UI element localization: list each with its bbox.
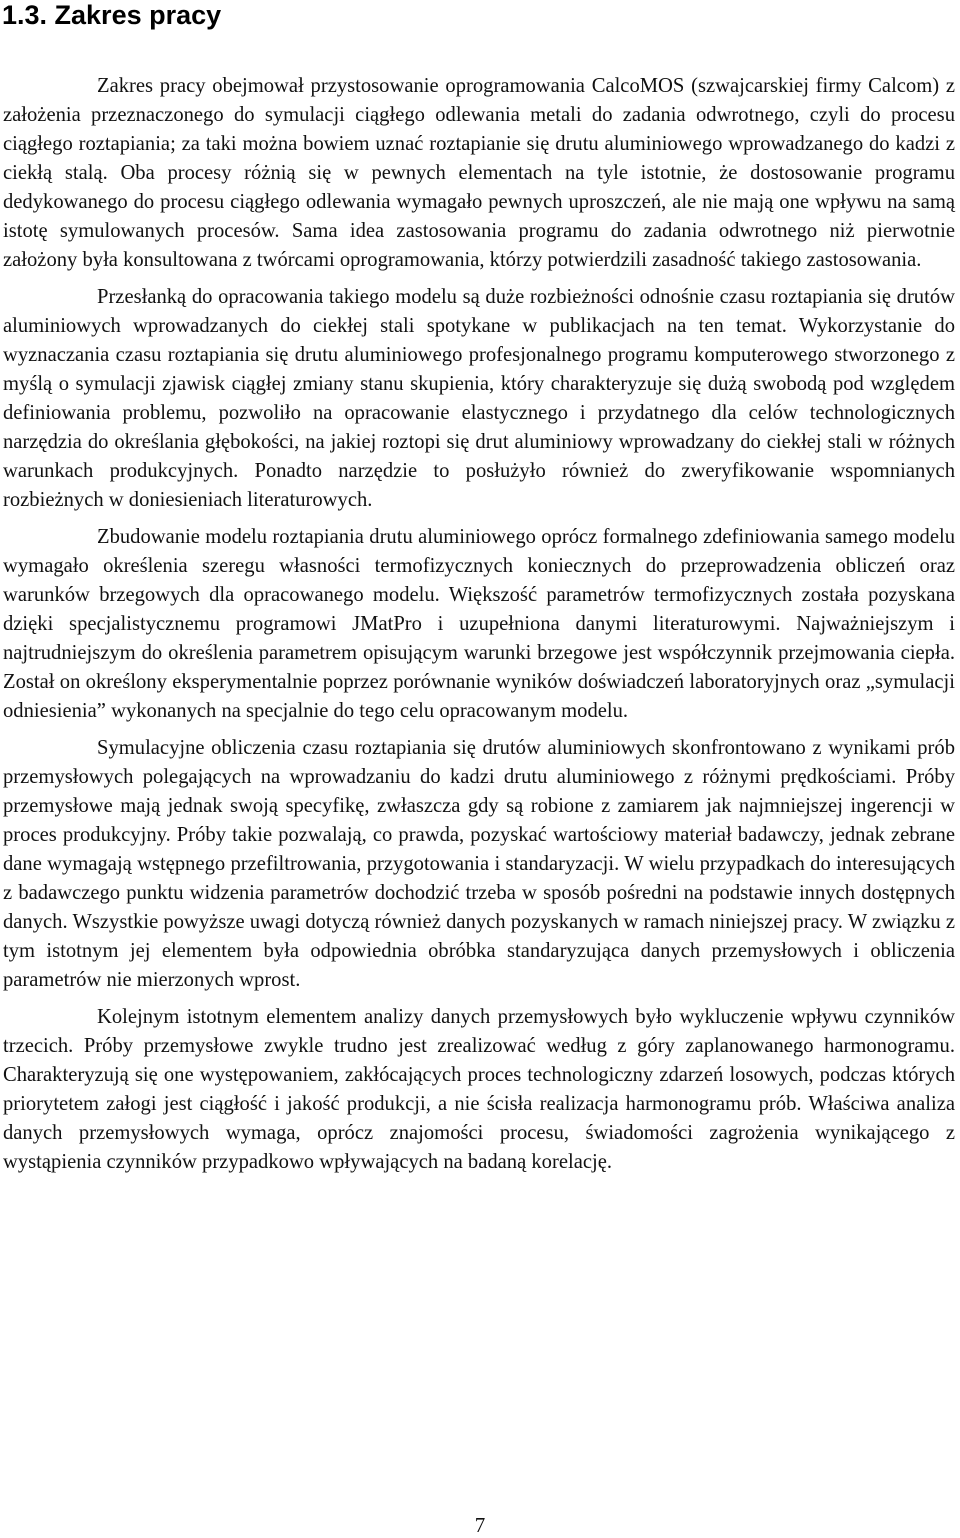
- paragraph-4: Symulacyjne obliczenia czasu roztapiania się drutów aluminiowych skonfrontowano z wynikami prób przemysłowych polegających na wprowadzaniu do kadzi drutu aluminiowego z różnymi prędkościami. Próby przemysłowe mają jednak swoją specyfikę, zwłaszcza gdy są robione z zamiarem jak najmniejszej ingerencji w proces produkcyjny. Próby takie pozwalają, co prawda, pozyskać wartościowy materiał badawczy, jednak zebrane dane wymagają wstępnego przefiltrowania, przygotowania i standaryzacji. W wielu przypadkach do interesujących z badawczego punktu widzenia parametrów dochodzić trzeba w sposób pośredni na podstawie innych dostępnych danych. Wszystkie powyższe uwagi dotyczą również danych pozyskanych w ramach niniejszej pracy. W związku z tym istotnym jej elementem była odpowiednia obróbka standaryzująca danych przemysłowych i obliczenia parametrów nie mierzonych wprost.: [3, 737, 955, 991]
- body-text: [3, 72, 955, 1185]
- page-number: 7: [474, 1513, 486, 1537]
- paragraph-3: Zbudowanie modelu roztapiania drutu aluminiowego oprócz formalnego zdefiniowania samego modelu wymagało określenia szeregu własności termofizycznych koniecznych do przeprowadzenia obliczeń oraz warunków brzegowych dla opracowanego modelu. Większość parametrów termofizycznych została pozyskana dzięki specjalistycznemu programowi JMatPro i uzupełniona danymi literaturowymi. Najważniejszym i najtrudniejszym do określenia parametrem opisującym warunki brzegowe jest współczynnik przejmowania ciepła. Został on określony eksperymentalnie poprzez porównanie wyników doświadczeń laboratoryjnych oraz „symulacji odniesienia” wykonanych na specjalnie do tego celu opracowanym modelu.: [3, 526, 955, 722]
- paragraph-2: Przesłanką do opracowania takiego modelu są duże rozbieżności odnośnie czasu roztapiania się drutów aluminiowych wprowadzanych do ciekłej stali spotykane w publikacjach na ten temat. Wykorzystanie do wyznaczania czasu roztapiania się drutu aluminiowego profesjonalnego programu komputerowego stworzonego z myślą o symulacji zjawisk ciągłej zmiany stanu skupienia, który charakteryzuje się dużą swobodą pod względem definiowania problemu, pozwoliło na opracowanie elastycznego i przydatnego dla celów technologicznych narzędzia do określania głębokości, na jakiej roztopi się drut aluminiowy wprowadzany do ciekłej stali w różnych warunkach produkcyjnych. Ponadto narzędzie to posłużyło również do zweryfikowanie wspomnianych rozbieżnych w doniesieniach literaturowych.: [3, 286, 955, 511]
- paragraph-1: Zakres pracy obejmował przystosowanie oprogramowania CalcoMOS (szwajcarskiej firmy Calcom) z założenia przeznaczonego do symulacji ciągłego odlewania metali do zadania odwrotnego, czyli do procesu ciągłego roztapiania; za taki można bowiem uznać roztapianie się drutu aluminiowego wprowadzanego do kadzi z ciekłą stalą. Oba procesy różnią się w pewnych elementach na tyle istotnie, że dostosowanie programu dedykowanego do procesu ciągłego odlewania wymagało pewnych uproszczeń, ale nie mają one wpływu na samą istotę symulowanych procesów. Sama idea zastosowania programu do zadania odwrotnego niż pierwotnie założony była konsultowana z twórcami oprogramowania, którzy potwierdzili zasadność takiego zastosowania.: [3, 75, 955, 271]
- paragraph-5: Kolejnym istotnym elementem analizy danych przemysłowych było wykluczenie wpływu czynników trzecich. Próby przemysłowe zwykle trudno jest zrealizować według z góry zaplanowanego harmonogramu. Charakteryzują się one występowaniem, zakłócających proces technologiczny zdarzeń losowych, podczas których priorytetem załogi jest ciągłość i jakość produkcji, a nie ścisła realizacja harmonogramu prób. Właściwa analiza danych przemysłowych wymaga, oprócz znajomości procesu, świadomości zagrożenia wynikającego z wystąpienia czynników przypadkowo wpływających na badaną korelację.: [3, 1006, 955, 1173]
- section-heading: 1.3. Zakres pracy: [2, 0, 222, 30]
